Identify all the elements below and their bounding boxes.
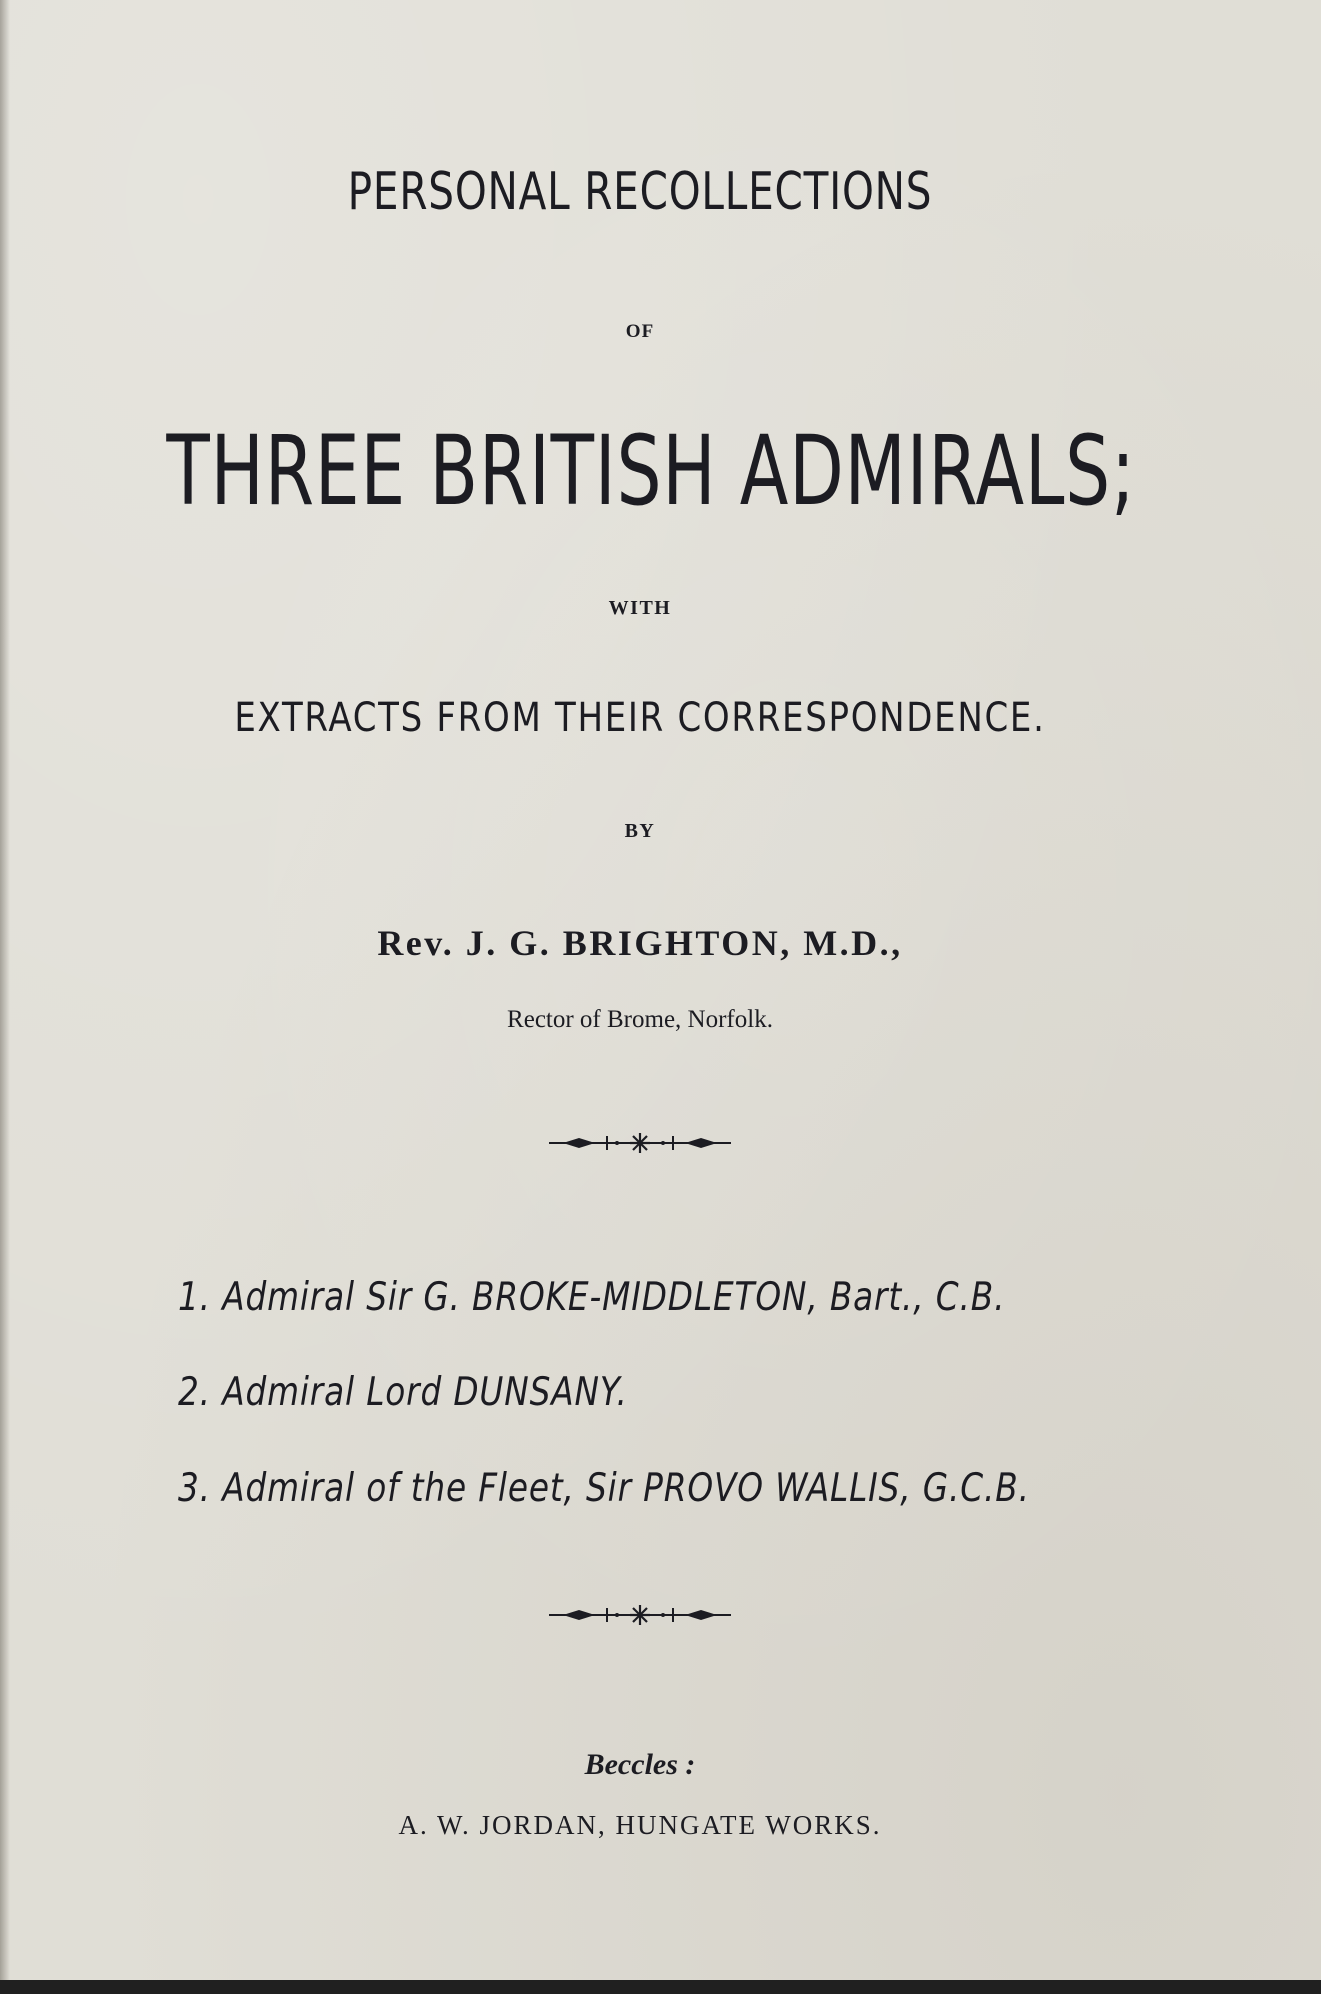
- title-connector-by: BY: [624, 820, 656, 842]
- admiral-list-item: 3. Admiral of the Fleet, Sir PROVO WALLIS, G.C.B.: [178, 1466, 1030, 1511]
- admiral-list-item: 2. Admiral Lord DUNSANY.: [178, 1370, 628, 1415]
- printer-ornament-icon: [0, 1131, 1280, 1160]
- subtitle: EXTRACTS FROM THEIR CORRESPONDENCE.: [234, 695, 1046, 741]
- admiral-list-item: 1. Admiral Sir G. BROKE-MIDDLETON, Bart., C.B.: [178, 1275, 1006, 1320]
- imprint-place: Beccles :: [584, 1748, 696, 1781]
- author-position: Rector of Brome, Norfolk.: [507, 1006, 773, 1033]
- title-connector-with: WITH: [608, 597, 672, 619]
- imprint-publisher: A. W. JORDAN, HUNGATE WORKS.: [398, 1810, 882, 1840]
- title-connector-of: OF: [625, 321, 655, 342]
- main-title: THREE BRITISH ADMIRALS;: [166, 415, 1136, 527]
- author-name: Rev. J. G. BRIGHTON, M.D.,: [377, 923, 903, 963]
- title-line-personal-recollections: PERSONAL RECOLLECTIONS: [347, 162, 933, 222]
- printer-ornament-icon: [0, 1603, 1280, 1632]
